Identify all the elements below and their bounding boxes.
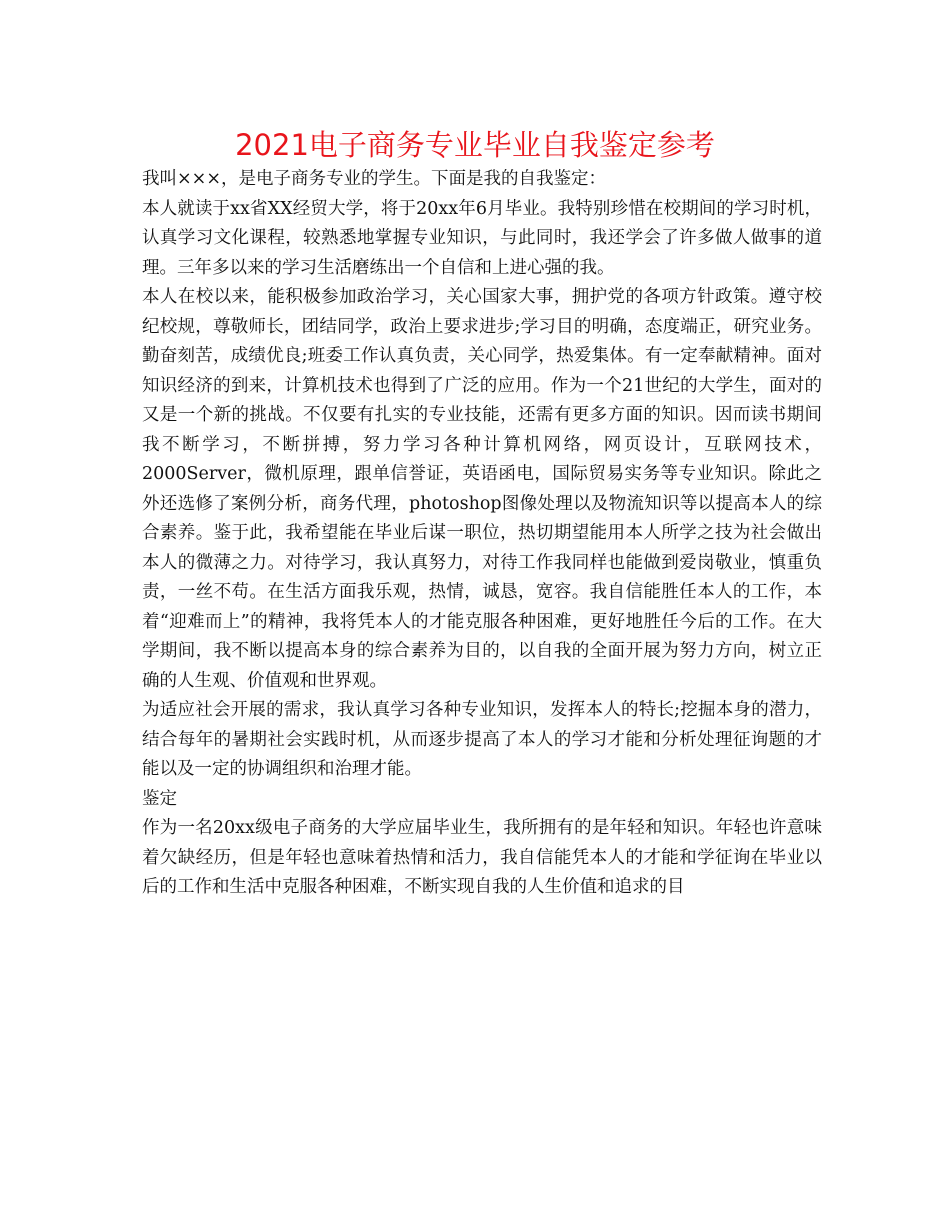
paragraph-social-needs: 为适应社会开展的需求，我认真学习各种专业知识，发挥本人的特长;挖掘本身的潜力，结合每年的暑期社会实践时机，从而逐步提高了本人的学习才能和分析处理征询题的才能以及一定的协调组织和治理才能。 [142,700,822,779]
paragraph-graduate: 作为一名20xx级电子商务的大学应届毕业生，我所拥有的是年轻和知识。年轻也许意味着欠缺经历，但是年轻也意味着热情和活力，我自信能凭本人的才能和学征询在毕业以后的工作和生活中克服各种困难，不断实现自我的人生价值和追求的目 [142,818,822,897]
paragraph-heading-appraisal: 鉴定 [142,788,177,809]
paragraph-education: 本人就读于xx省XX经贸大学，将于20xx年6月毕业。我特别珍惜在校期间的学习时机，认真学习文化课程，较熟悉地掌握专业知识，与此同时，我还学会了许多做人做事的道理。三年多以来的学习生活磨练出一个自信和上进心强的我。 [142,198,822,278]
paragraph-school-performance: 本人在校以来，能积极参加政治学习，关心国家大事，拥护党的各项方针政策。遵守校纪校规，尊敬师长，团结同学，政治上要求进步;学习目的明确，态度端正，研究业务。勤奋刻苦，成绩优良;班委工作认真负责，关心同学，热爱集体。有一定奉献精神。面对知识经济的到来，计算机技术也得到了广泛的应用。作为一个21世纪的大学生，面对的又是一个新的挑战。不仅要有扎实的专业技能，还需有更多方面的知识。因而读书期间我不断学习，不断拼搏，努力学习各种计算机网络，网页设计，互联网技术，2000Server，微机原理，跟单信誉证，英语函电，国际贸易实务等专业知识。除此之外还选修了案例分析，商务代理，photoshop图像处理以及物流知识等以提高本人的综合素养。鉴于此，我希望能在毕业后谋一职位，热切期望能用本人所学之技为社会做出本人的微薄之力。对待学习，我认真努力，对待工作我同样也能做到爱岗敬业，慎重负责，一丝不苟。在生活方面我乐观，热情，诚恳，宽容。我自信能胜任本人的工作，本着“迎难而上”的精神，我将凭本人的才能克服各种困难，更好地胜任今后的工作。在大学期间，我不断以提高本身的综合素养为目的，以自我的全面开展为努力方向，树立正确的人生观、价值观和世界观。 [142,287,822,691]
document-title: 2021电子商务专业毕业自我鉴定参考 [235,128,715,162]
document-body [142,165,822,903]
paragraph-intro: 我叫×××，是电子商务专业的学生。下面是我的自我鉴定： [142,169,606,189]
